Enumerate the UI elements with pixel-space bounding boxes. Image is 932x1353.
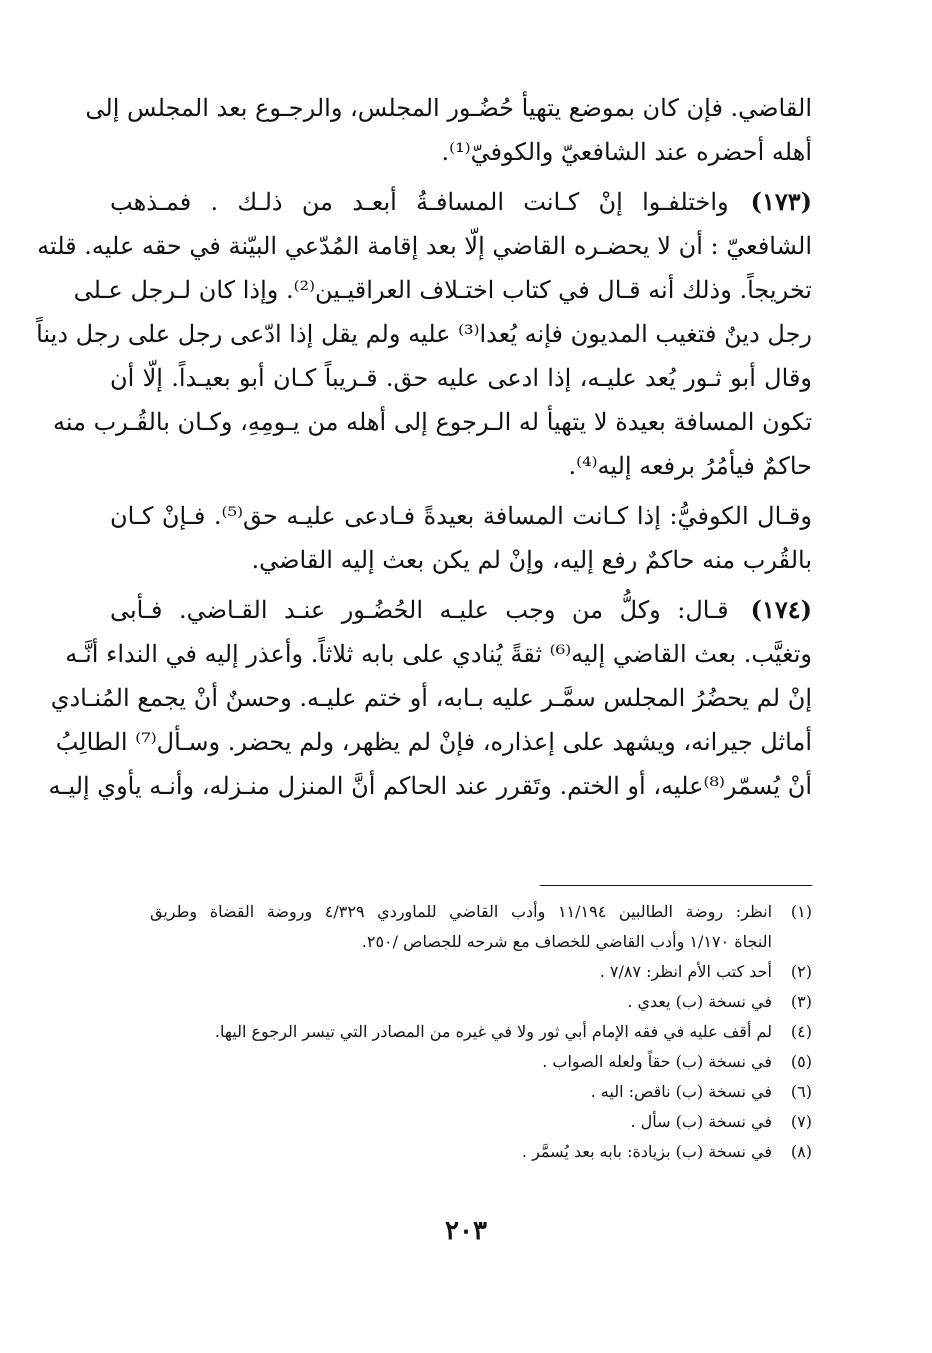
footnote-text: في نسخة (ب) ناقص: اليه .	[590, 1082, 772, 1101]
paragraph-173	[36, 180, 812, 488]
footnote-text: انظر: روضة الطالبين ١١/١٩٤ وأدب القاضي للماوردي ٤/٣٢٩ وروضة القضاة وطريق	[150, 902, 773, 921]
footnote-divider	[540, 885, 812, 886]
footnote-number: (٧)	[790, 1112, 812, 1131]
text-line: إنْ لم يحضُرُ المجلس سمَّـر عليه بـابه، أو ختم عليـه. وحسنٌ أنْ يجمع المُنـادي	[50, 684, 812, 712]
section-number: (١٧٣)	[750, 187, 812, 216]
footnote-number: (٢)	[790, 962, 812, 981]
footnote-number: (٤)	[790, 1022, 812, 1041]
text-line: واختلفـوا إنْ كـانت المسافـةُ أبعـد من ذلـك . فمـذهب	[110, 188, 729, 216]
footnote-7	[150, 1107, 812, 1137]
text-line: وقـال الكوفيُّ: إذا كـانت المسافة بعيدةً فـادعى عليـه حق⁽⁵⁾. فـإنْ كـان	[110, 502, 812, 530]
text-line: حاكمٌ فيأمُرُ برفعه إليه⁽⁴⁾.	[568, 452, 812, 480]
text-line: تخريجاً. وذلك أنه قـال في كتاب اختـلاف العراقيـين⁽²⁾. وإذا كان لـرجل عـلى	[73, 276, 812, 304]
text-line: أهله أحضره عند الشافعيّ والكوفيّ⁽¹⁾.	[441, 138, 812, 166]
footnote-text: النجاة ١/١٧٠ وأدب القاضي للخصاف مع شرحه للجصاص /٢٥٠.	[361, 932, 772, 951]
footnote-number: (٣)	[790, 992, 812, 1011]
text-line: وقال أبو ثـور يُعد عليـه، إذا ادعى عليه حق. قـريباً كـان أبو بعيـداً. إلّا أن	[110, 364, 812, 392]
footnote-text: في نسخة (ب) بزيادة: بابه بعد يُسمَّر .	[521, 1142, 772, 1161]
footnote-8	[150, 1137, 812, 1167]
main-text	[36, 86, 812, 808]
text-line: الشافعيّ : أن لا يحضـره القاضي إلّا بعد إقامة المُدّعي البيّنة في حقه عليه. قلته	[37, 232, 812, 260]
footnote-6	[150, 1077, 812, 1107]
text-line: أنْ يُسمّر⁽⁸⁾عليه، أو الختم. وتَقرر عند الحاكم أنَّ المنزل منـزله، وأنـه يأوي إليـه	[48, 772, 812, 800]
paragraph	[85, 86, 812, 174]
page-number: ٢٠٣	[445, 1216, 487, 1246]
text-line: قـال: وكلُّ من وجب عليـه الحُضُـور عنـد القـاضي. فـأبى	[110, 596, 729, 624]
footnote-5	[150, 1047, 812, 1077]
footnote-number: (١)	[790, 902, 812, 921]
footnote-text: في نسخة (ب) سأل .	[630, 1112, 772, 1131]
text-line: القاضي. فإن كان بموضع يتهيأ حُضُـور المجلس، والرجـوع بعد المجلس إلى	[85, 94, 812, 122]
footnote-text: في نسخة (ب) حقاً ولعله الصواب .	[542, 1052, 772, 1071]
paragraph-174	[48, 588, 812, 808]
text-line: بالقُرب منه حاكمٌ رفع إليه، وإنْ لم يكن بعث إليه القاضي.	[251, 546, 812, 574]
footnote-2	[150, 957, 812, 987]
footnote-3	[150, 987, 812, 1017]
footnote-number: (٦)	[790, 1082, 812, 1101]
footnote-1	[150, 897, 812, 927]
footnotes	[150, 897, 812, 1167]
footnote-number: (٨)	[790, 1142, 812, 1161]
text-line: تكون المسافة بعيدة لا يتهيأ له الـرجوع إلى أهله من يـومِهِ، وكـان بالقُـرب منه	[52, 408, 812, 436]
footnote-text: في نسخة (ب) يعدي .	[627, 992, 772, 1011]
footnote-4	[150, 1017, 812, 1047]
footnote-text: لم أقف عليه في فقه الإمام أبي ثور ولا في غيره من المصادر التي تيسر الرجوع اليها.	[214, 1022, 772, 1041]
section-number: (١٧٤)	[750, 595, 812, 624]
footnote-1-continued	[150, 927, 812, 957]
footnote-number: (٥)	[790, 1052, 812, 1071]
paragraph	[110, 494, 812, 582]
text-line: أماثل جيرانه، ويشهد على إعذاره، فإنْ لم يظهر، ولم يحضر. وسـأل⁽⁷⁾ الطالِبُ	[55, 728, 812, 756]
footnote-text: أحد كتب الأم انظر: ٧/٨٧ .	[599, 962, 772, 981]
text-line: وتغيَّب. بعث القاضي إليه⁽⁶⁾ ثقةً يُنادي على بابه ثلاثاً. وأعذر إليه في النداء أنَّـه	[65, 640, 812, 668]
text-line: رجل دينٌ فتغيب المديون فإنه يُعدا⁽³⁾ عليه ولم يقل إذا ادّعى رجل على رجل ديناً	[36, 320, 812, 348]
